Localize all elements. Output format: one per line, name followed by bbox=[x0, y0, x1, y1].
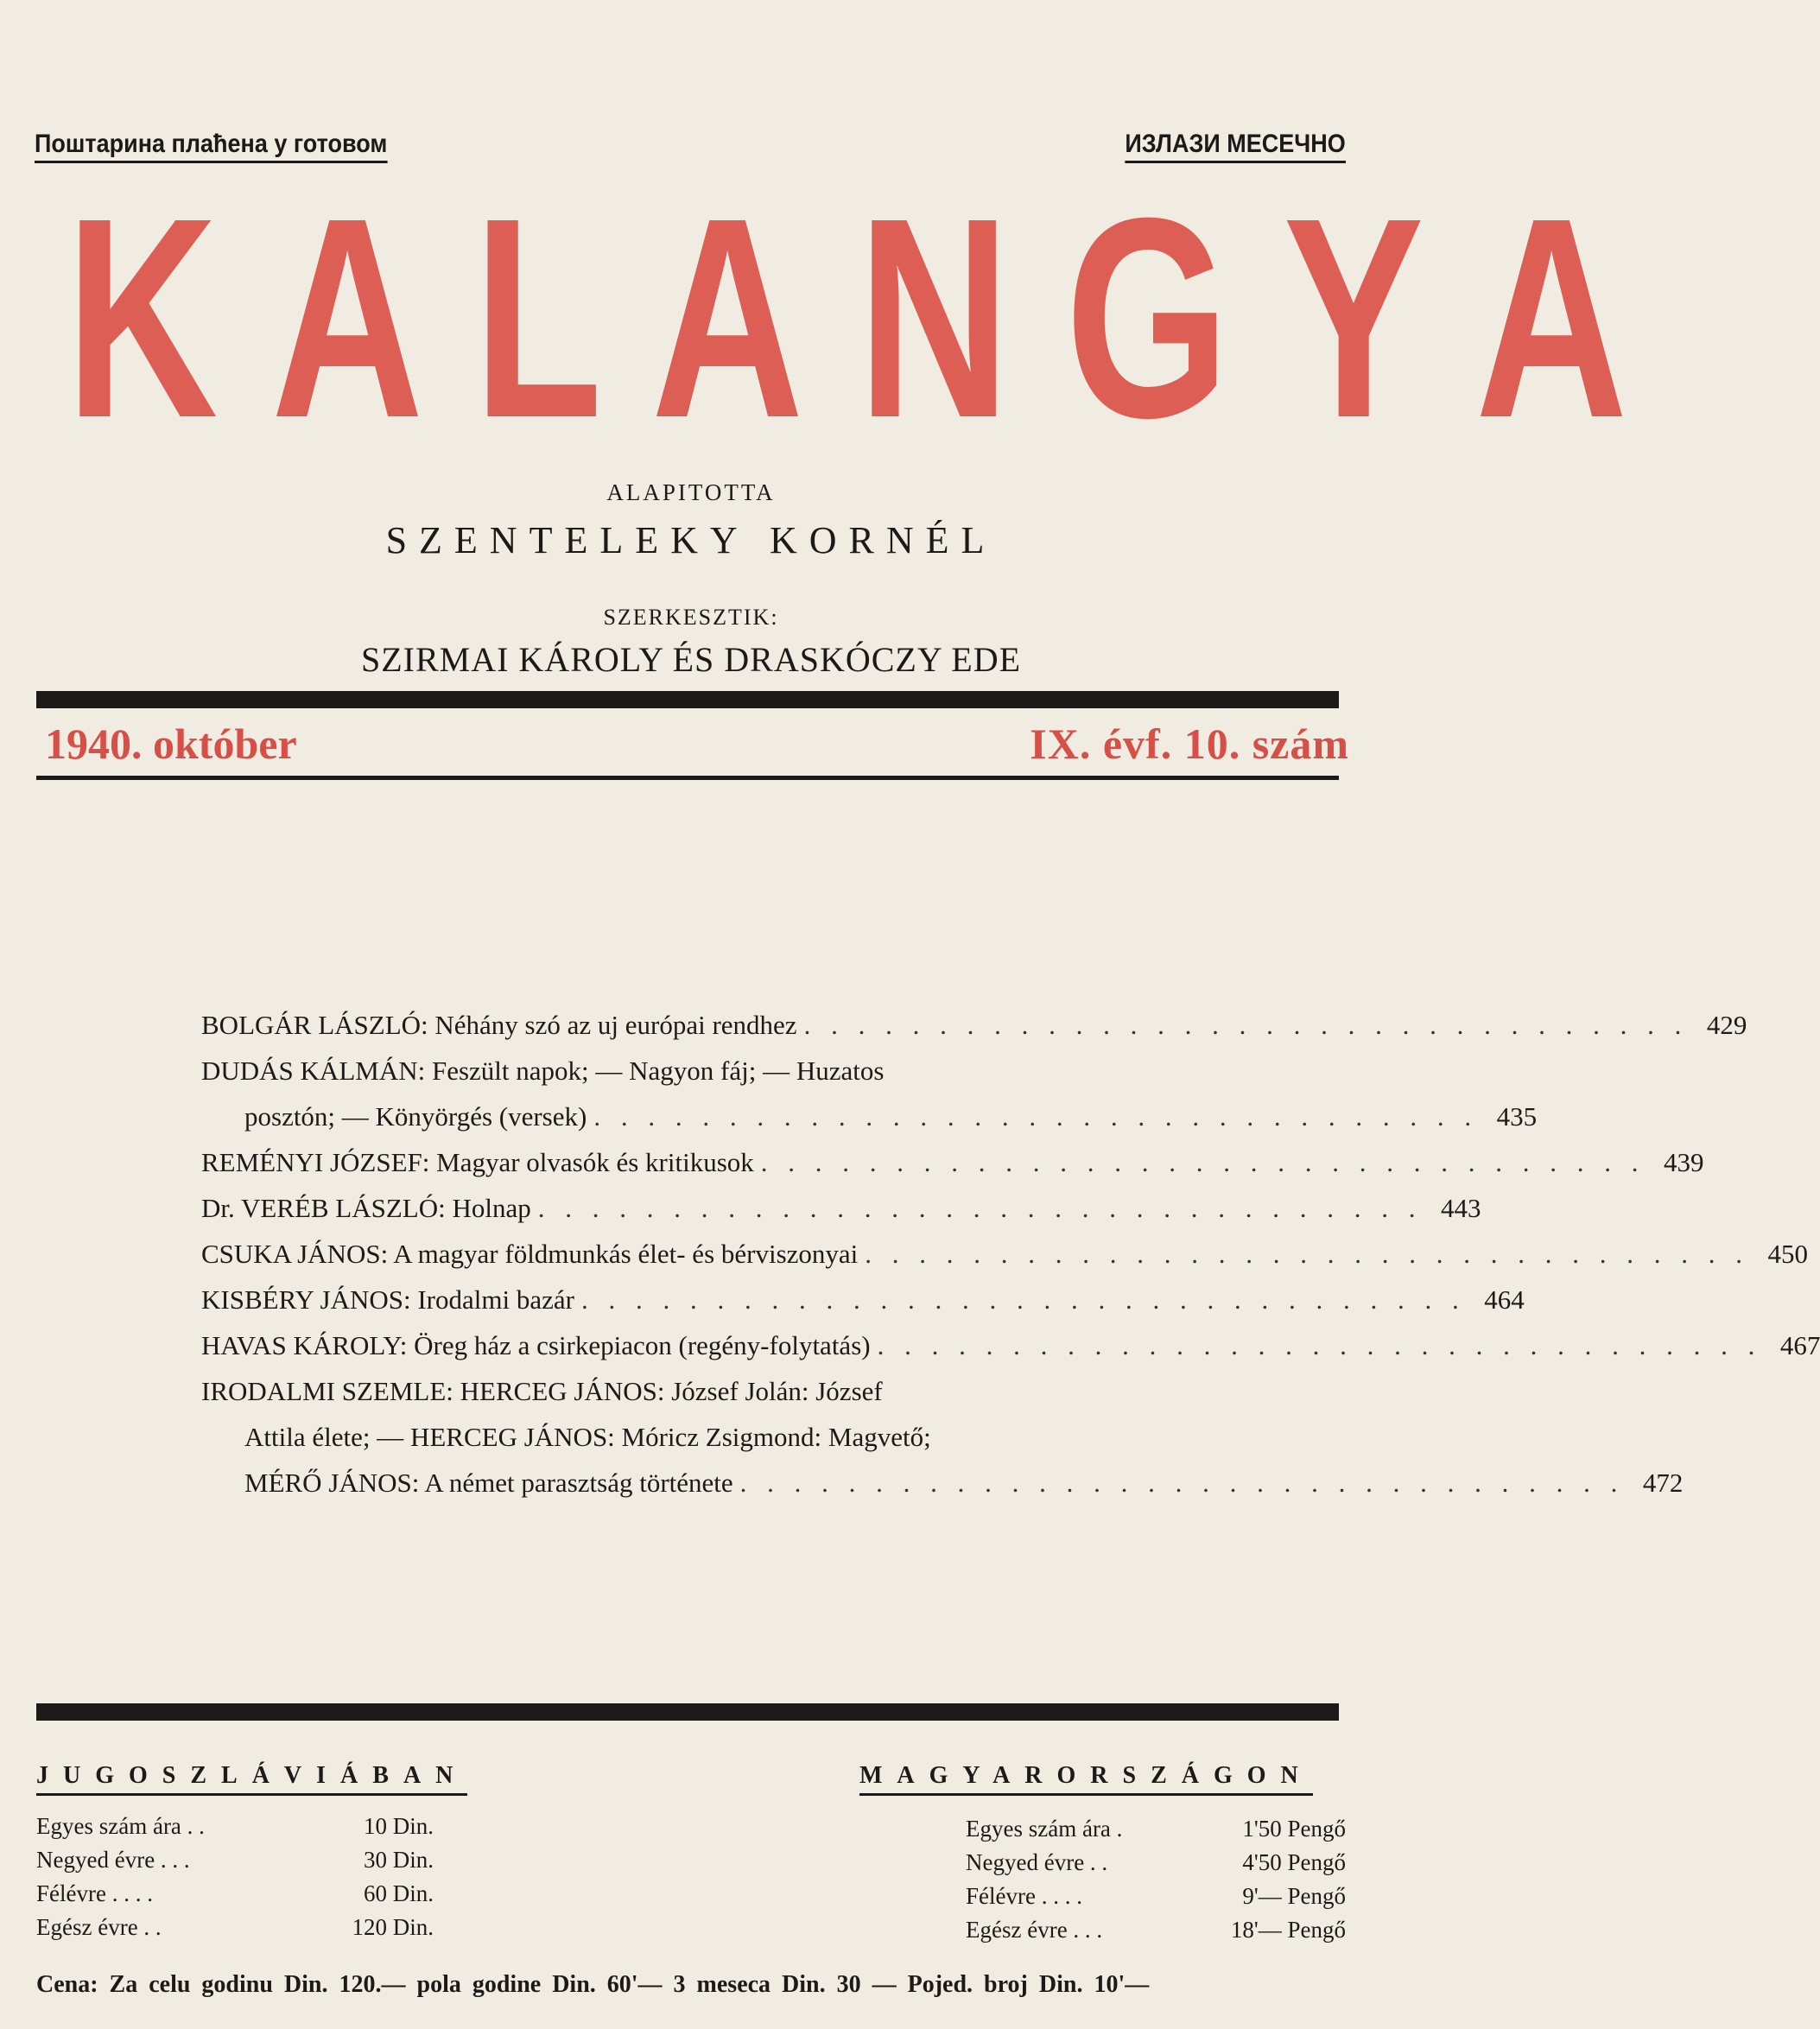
toc-entry-text: BOLGÁR LÁSZLÓ: Néhány szó az uj európai rendhez bbox=[201, 1010, 797, 1040]
issue-date: 1940. október bbox=[45, 720, 297, 768]
toc-page-number: 435 bbox=[1496, 1101, 1538, 1132]
toc-page-number: 439 bbox=[1664, 1147, 1704, 1177]
divider-thin bbox=[36, 776, 1339, 780]
divider-thick-bottom bbox=[36, 1703, 1339, 1721]
toc-entry bbox=[201, 1139, 1704, 1185]
price-value: 18'— Pengő bbox=[1230, 1917, 1346, 1943]
price-value: 120 Din. bbox=[352, 1914, 434, 1940]
toc-entry bbox=[201, 1185, 1481, 1231]
toc-page-number: 464 bbox=[1484, 1284, 1525, 1315]
price-heading-yugoslavia: JUGOSZLÁVIÁBAN bbox=[36, 1762, 467, 1796]
issue-volume: IX. évf. 10. szám bbox=[1030, 720, 1349, 768]
masthead-letter: A bbox=[271, 158, 424, 477]
price-label: Negyed évre . . . bbox=[36, 1847, 190, 1873]
subscription-footer: Cena: Za celu godinu Din. 120.— pola godine Din. 60'— 3 meseca Din. 30 — Pojed. broj Din. 10'— bbox=[36, 1971, 1150, 1998]
price-label: Egész évre . . bbox=[36, 1914, 162, 1940]
table-of-contents bbox=[201, 1002, 1820, 1506]
price-row bbox=[966, 1880, 1346, 1913]
frequency-note: ИЗЛАЗИ МЕСЕЧНО bbox=[1126, 130, 1346, 163]
toc-entry-text: posztón; — Könyörgés (versek) bbox=[244, 1101, 587, 1132]
masthead-letter: A bbox=[1474, 158, 1628, 477]
toc-entry bbox=[201, 1277, 1525, 1322]
price-row bbox=[966, 1846, 1346, 1880]
price-value: 10 Din. bbox=[364, 1813, 434, 1839]
masthead-letter: A bbox=[651, 158, 804, 477]
toc-leader: . . . . . . . . . . . . . . . . . . . . . . . . . . . . . . . . . bbox=[803, 1010, 1689, 1040]
masthead-letter: N bbox=[857, 158, 1010, 477]
toc-leader: . . . . . . . . . . . . . . . . . . . . . . . . . . . . . . . . . bbox=[865, 1239, 1750, 1269]
toc-entry bbox=[201, 1322, 1820, 1368]
price-label: Egyes szám ára . . bbox=[36, 1813, 205, 1839]
price-label: Egész évre . . . bbox=[966, 1917, 1103, 1943]
toc-entry bbox=[201, 1002, 1747, 1048]
toc-leader: . . . . . . . . . . . . . . . . . . . . . . . . . . . . . . . . . bbox=[760, 1147, 1646, 1177]
founder-name: SZENTELEKY KORNÉL bbox=[385, 519, 997, 561]
masthead-letter: K bbox=[65, 158, 219, 477]
toc-leader: . . . . . . . . . . . . . . . . . . . . . . . . . . . . . . . . . bbox=[580, 1284, 1466, 1315]
masthead-letter: Y bbox=[1283, 158, 1424, 477]
price-value: 30 Din. bbox=[364, 1847, 434, 1873]
masthead-letter: L bbox=[472, 158, 603, 477]
editors-label: SZERKESZTIK: bbox=[603, 605, 779, 630]
price-row bbox=[36, 1877, 434, 1911]
toc-entry-text: DUDÁS KÁLMÁN: Feszült napok; — Nagyon fáj; — Huzatos bbox=[201, 1056, 885, 1086]
price-value: 1'50 Pengő bbox=[1242, 1816, 1346, 1842]
toc-page-number: 467 bbox=[1779, 1330, 1820, 1360]
toc-entry bbox=[201, 1414, 1186, 1460]
toc-page-number: 472 bbox=[1642, 1468, 1684, 1498]
price-row bbox=[36, 1843, 434, 1877]
price-label: Félévre . . . . bbox=[966, 1883, 1082, 1909]
toc-entry-text: Dr. VERÉB LÁSZLÓ: Holnap bbox=[201, 1193, 531, 1223]
toc-entry-text: MÉRŐ JÁNOS: A német parasztság története bbox=[244, 1468, 733, 1498]
toc-entry-text: CSUKA JÁNOS: A magyar földmunkás élet- és bérviszonyai bbox=[201, 1239, 859, 1269]
toc-page-number: 429 bbox=[1706, 1010, 1747, 1040]
price-table-yugoslavia bbox=[36, 1810, 434, 1944]
toc-leader: . . . . . . . . . . . . . . . . . . . . . . . . . . . . . . . . . bbox=[537, 1193, 1423, 1223]
toc-entry bbox=[201, 1460, 1684, 1506]
masthead-title bbox=[39, 158, 1628, 477]
toc-leader: . . . . . . . . . . . . . . . . . . . . . . . . . . . . . . . . . bbox=[593, 1101, 1479, 1132]
price-row bbox=[966, 1913, 1346, 1947]
toc-page-number: 443 bbox=[1441, 1193, 1481, 1223]
toc-entry-text: IRODALMI SZEMLE: HERCEG JÁNOS: József Jolán: József bbox=[201, 1376, 883, 1406]
masthead-letter: G bbox=[1065, 158, 1230, 477]
price-label: Egyes szám ára . bbox=[966, 1816, 1123, 1842]
founder-label: ALAPITOTTA bbox=[606, 479, 776, 505]
toc-entry bbox=[201, 1368, 1186, 1414]
toc-leader: . . . . . . . . . . . . . . . . . . . . . . . . . . . . . . . . . bbox=[739, 1468, 1625, 1498]
price-label: Félévre . . . . bbox=[36, 1880, 153, 1906]
price-value: 9'— Pengő bbox=[1242, 1883, 1346, 1909]
price-heading-hungary: MAGYARORSZÁGON bbox=[859, 1762, 1313, 1796]
price-row bbox=[966, 1812, 1346, 1846]
toc-entry bbox=[201, 1094, 1538, 1139]
editors-names: SZIRMAI KÁROLY ÉS DRASKÓCZY EDE bbox=[360, 640, 1022, 679]
price-label: Negyed évre . . bbox=[966, 1849, 1108, 1875]
toc-entry-text: KISBÉRY JÁNOS: Irodalmi bazár bbox=[201, 1284, 574, 1315]
toc-leader: . . . . . . . . . . . . . . . . . . . . . . . . . . . . . . . . . bbox=[877, 1330, 1762, 1360]
toc-entry-text: HAVAS KÁROLY: Öreg ház a csirkepiacon (regény-folytatás) bbox=[201, 1330, 871, 1360]
toc-entry-text: REMÉNYI JÓZSEF: Magyar olvasók és kritikusok bbox=[201, 1147, 754, 1177]
toc-page-number: 450 bbox=[1767, 1239, 1809, 1269]
price-row bbox=[36, 1810, 434, 1843]
toc-entry bbox=[201, 1231, 1809, 1277]
price-row bbox=[36, 1911, 434, 1944]
postage-note: Поштарина плаћена у готовом bbox=[35, 130, 387, 163]
price-value: 4'50 Pengő bbox=[1242, 1849, 1346, 1875]
divider-thick bbox=[36, 691, 1339, 708]
toc-entry bbox=[201, 1048, 1186, 1094]
price-value: 60 Din. bbox=[364, 1880, 434, 1906]
toc-entry-text: Attila élete; — HERCEG JÁNOS: Móricz Zsigmond: Magvető; bbox=[244, 1422, 931, 1452]
price-table-hungary bbox=[966, 1812, 1346, 1947]
